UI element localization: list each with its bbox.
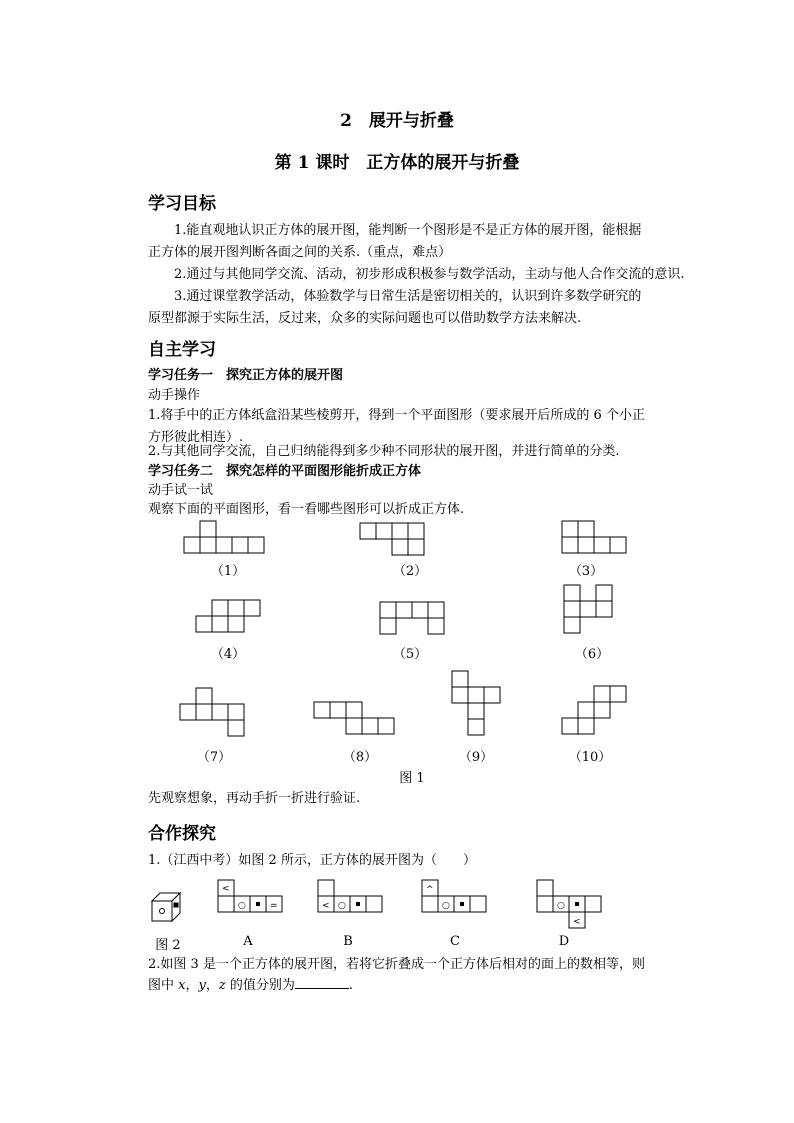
option-b-net <box>318 880 384 914</box>
question-1: 1.（江西中考）如图 2 所示，正方体的展开图为（ ） <box>148 853 476 868</box>
figure-label-6: （6） <box>574 647 610 662</box>
self-study-heading: 自主学习 <box>148 340 216 360</box>
net-figure-4 <box>196 600 262 634</box>
option-b-label: B <box>343 934 353 949</box>
svg-text:○: ○ <box>442 901 450 911</box>
var-z: z <box>218 978 226 993</box>
lesson-subtitle: 第 1 课时 正方体的展开与折叠 <box>274 153 520 173</box>
q2-end: . <box>348 978 354 993</box>
task1-title: 学习任务一 探究正方体的展开图 <box>148 368 344 383</box>
question-2-line-1: 2.如图 3 是一个正方体的展开图，若将它折叠成一个正方体后相对的面上的数相等，则 <box>148 957 645 972</box>
q2-suffix: 的值分别为 <box>225 978 295 993</box>
option-a-label: A <box>243 934 253 949</box>
net-figure-2 <box>360 523 442 557</box>
figure-label-1: （1） <box>210 564 246 579</box>
figure-2-caption: 图 2 <box>155 938 181 953</box>
figure-label-7: （7） <box>196 750 232 765</box>
question-2-line-2: 图中 x，y，z 的值分别为 . <box>148 978 354 993</box>
goal-item-2: 2.通过与其他同学交流、活动，初步形成积极参与数学活动，主动与他人合作交流的意识. <box>174 267 685 282</box>
task2-text: 观察下面的平面图形，看一看哪些图形可以折成正方体. <box>148 502 465 517</box>
figure-label-5: （5） <box>392 647 428 662</box>
figure-label-9: （9） <box>458 750 494 765</box>
svg-text:<: < <box>573 917 581 927</box>
option-c-label: C <box>450 934 460 949</box>
answer-blank[interactable] <box>295 976 349 989</box>
option-c-net <box>422 880 488 914</box>
q2-prefix: 图中 <box>148 978 179 993</box>
figure-label-2: （2） <box>392 564 428 579</box>
net-figure-3 <box>562 521 628 555</box>
cube-figure-2 <box>152 893 182 923</box>
task2-title: 学习任务二 探究怎样的平面图形能折成正方体 <box>148 464 422 479</box>
lesson-title: 2 展开与折叠 <box>340 111 454 131</box>
net-figure-8 <box>314 702 396 736</box>
svg-text:=: = <box>270 901 278 911</box>
svg-text:○: ○ <box>238 901 246 911</box>
svg-text:○: ○ <box>338 901 346 911</box>
figure-label-10: （10） <box>568 750 612 765</box>
svg-text:<: < <box>222 884 230 894</box>
goal-item-1: 1.能直观地认识正方体的展开图，能判断一个图形是不是正方体的展开图，能根据正方体的展开图判断各面之间的关系.（重点，难点） <box>148 223 642 260</box>
net-figure-1 <box>184 537 266 555</box>
figure-label-4: （4） <box>210 647 246 662</box>
net-figure-10 <box>562 686 628 736</box>
goals-heading: 学习目标 <box>148 194 216 214</box>
figure-label-8: （8） <box>342 750 378 765</box>
net-figure-5 <box>380 602 446 636</box>
goal-item-3: 3.通过课堂教学活动，体验数学与日常生活是密切相关的，认识到许多数学研究的原型都源于实际生活，反过来，众多的实际问题也可以借助数学方法来解决. <box>148 289 642 326</box>
task1-sub: 动手操作 <box>148 388 201 403</box>
after-text: 先观察想象，再动手折一折进行验证. <box>148 791 361 806</box>
option-d-label: D <box>558 934 570 949</box>
option-d-net <box>537 880 603 930</box>
figure-label-3: （3） <box>568 564 604 579</box>
task1-item-1: 1.将手中的正方体纸盒沿某些棱剪开，得到一个平面图形（要求展开后所成的 6 个小正方形彼此相连）. <box>148 408 645 445</box>
var-x: x <box>178 978 186 993</box>
option-a-net <box>218 880 300 914</box>
net-figure-9 <box>452 671 502 737</box>
cooperation-heading: 合作探究 <box>148 824 216 844</box>
task1-item-2: 2.与其他同学交流，自己归纳能得到多少种不同形状的展开图，并进行简单的分类. <box>148 444 620 459</box>
var-y: y <box>198 978 206 993</box>
task2-sub: 动手试一试 <box>148 483 214 498</box>
net-figure-6 <box>564 585 614 635</box>
figure-1-caption: 图 1 <box>399 771 425 786</box>
svg-text:<: < <box>322 901 330 911</box>
svg-text:○: ○ <box>557 901 565 911</box>
svg-text:^: ^ <box>426 885 434 895</box>
net-figure-7 <box>180 688 246 738</box>
